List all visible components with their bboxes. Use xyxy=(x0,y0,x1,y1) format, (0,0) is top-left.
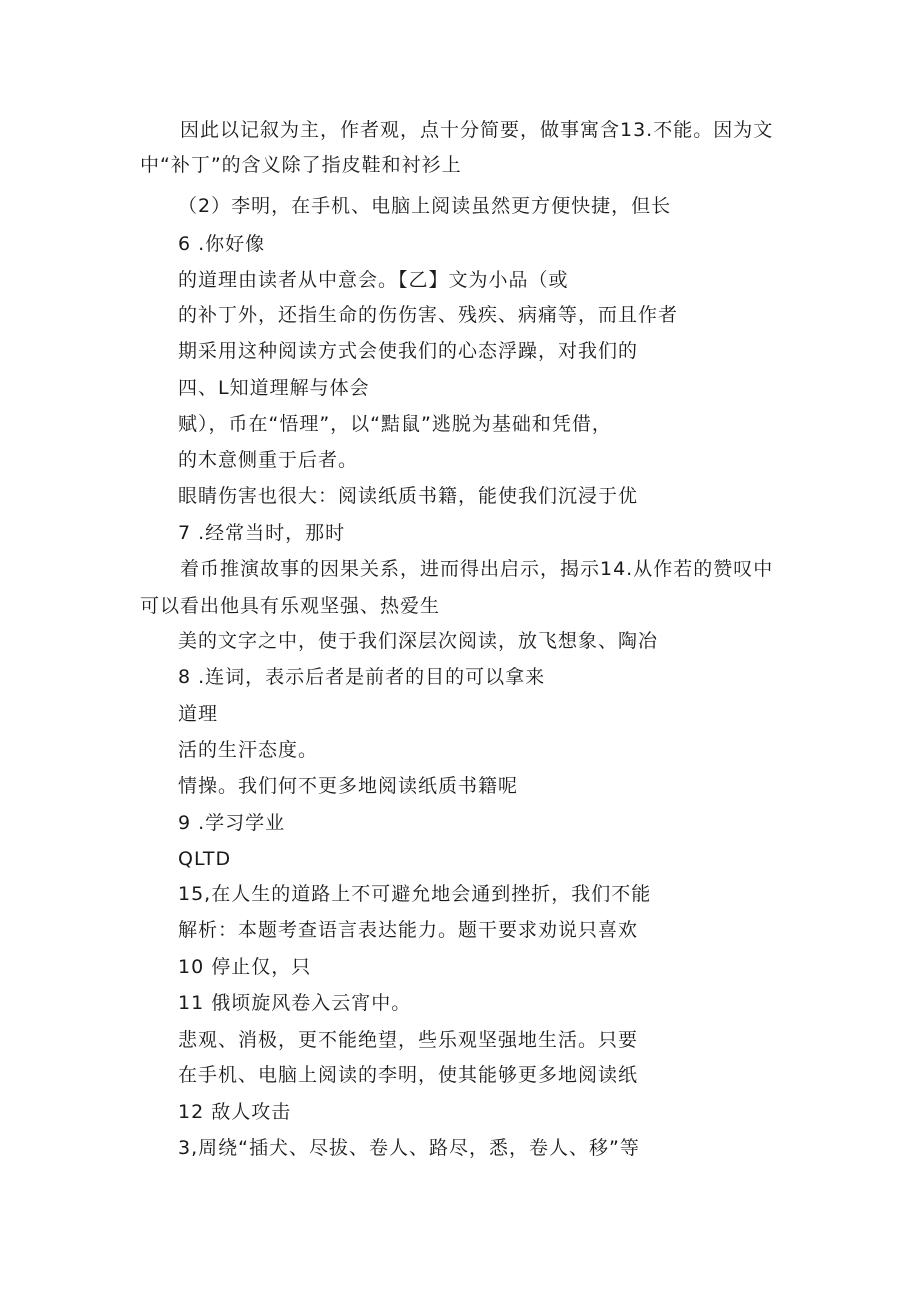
text-line: 11 俄顷旋风卷入云宵中。 xyxy=(178,992,412,1014)
text-line: QLTD xyxy=(178,848,232,870)
text-line: 因此以记叙为主，作者观，点十分简要，做事寓含13.不能。因为文 xyxy=(180,119,774,141)
text-line: 的补丁外，还指生命的伤伤害、残疾、病痛等，而且作者 xyxy=(178,304,679,326)
text-line: 中“补丁”的含义除了指皮鞋和衬衫上 xyxy=(140,154,462,176)
text-line: （2）李明，在手机、电脑上阅读虽然更方便快捷，但长 xyxy=(178,195,672,217)
text-line: 悲观、消极，更不能绝望，些乐观坚强地生活。只要 xyxy=(178,1029,639,1051)
text-line: 的道理由读者从中意会。【乙】文为小品（或 xyxy=(178,269,569,291)
text-line: 15,在人生的道路上不可避允地会通到挫折，我们不能 xyxy=(178,883,652,905)
text-line: 着币推演故事的因果关系，进而得出启示，揭示14.从作若的赞叹中 xyxy=(180,558,774,580)
text-line: 期采用这种阅读方式会使我们的心态浮躁，对我们的 xyxy=(178,340,639,362)
text-line: 道理 xyxy=(178,703,219,725)
text-line: 情操。我们何不更多地阅读纸质书籍呢 xyxy=(178,775,519,797)
text-line: 12 敌人攻击 xyxy=(178,1101,292,1123)
text-line: 9 .学习学业 xyxy=(178,812,286,834)
text-line: 活的生汗态度。 xyxy=(178,739,319,761)
text-line: 的木意侧重于后者。 xyxy=(178,449,359,471)
text-line: 眼睛伤害也很大：阅读纸质书籍，能使我们沉浸于优 xyxy=(178,485,639,507)
text-line: 赋），币在“悟理”，以“黠鼠”逃脱为基础和凭借， xyxy=(178,413,612,435)
text-line: 四、L知道理解与体会 xyxy=(178,377,370,399)
text-line: 可以看出他具有乐观坚强、热爱生 xyxy=(140,595,441,617)
text-line: 6 .你好像 xyxy=(178,233,266,255)
text-line: 10 停止仅，只 xyxy=(178,956,312,978)
text-line: 在手机、电脑上阅读的李明，使其能够更多地阅读纸 xyxy=(178,1064,639,1086)
text-line: 解析：本题考查语言表达能力。题干要求劝说只喜欢 xyxy=(178,919,639,941)
text-line: 7 .经常当时，那时 xyxy=(178,522,346,544)
text-line: 8 .连词，表示后者是前者的目的可以拿来 xyxy=(178,666,546,688)
text-line: 美的文字之中，使于我们深层次阅读，放飞想象、陶冶 xyxy=(178,630,659,652)
text-line: 3,周绕“插犬、尽拔、卷人、路尽，悉，卷人、移”等 xyxy=(178,1137,640,1159)
